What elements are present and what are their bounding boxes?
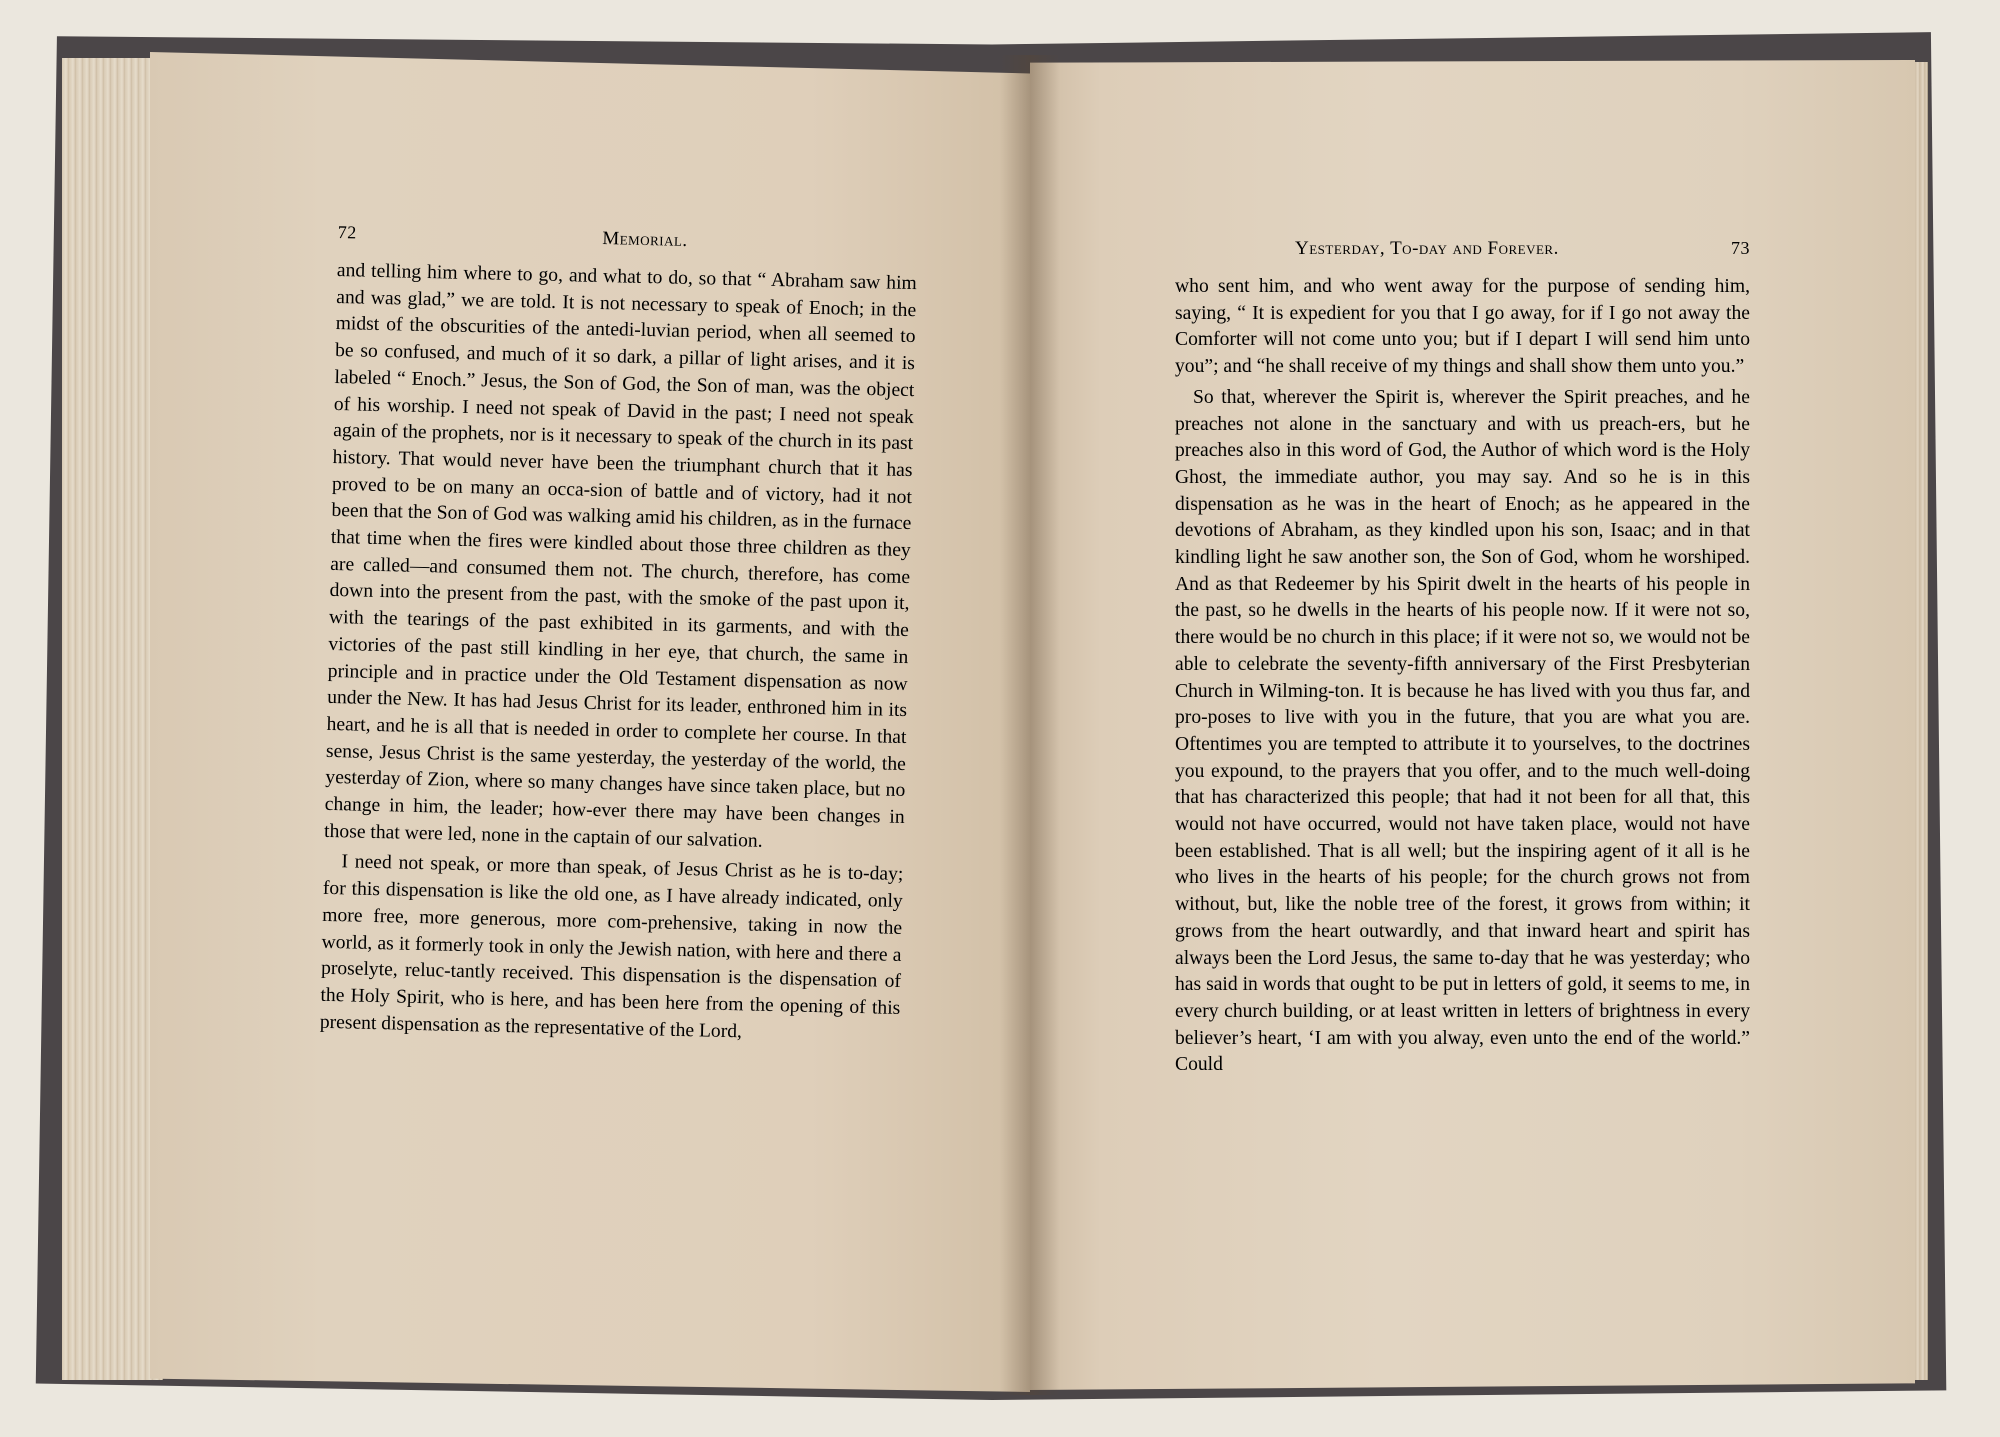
right-paragraph-1: who sent him, and who went away for the purpose of sending him, saying, “ It is expedient for you that I go away, for if I go not away the Comforter will not come unto you; but if I depart I will send him unto you”; and “he shall receive of my things and shall show them unto you.” (1175, 276, 1750, 378)
right-running-head (1175, 238, 1750, 260)
page-edge-stack-left (62, 58, 163, 1380)
right-paragraph-2: So that, wherever the Spirit is, wherever the Spirit preaches, and he preaches not alone in the sanctuary and with us preach-ers, but he preaches also in this word of God, the Author of which word is the Holy Ghost, the immediate author, you may say. And so he is in this dispensation as he was in the heart of Enoch; as he appeared in the devotions of Abraham, as they kindled upon his son, Isaac; and in that kindling light he saw another son, the Son of God, whom he worshiped. And as that Redeemer by his Spirit dwelt in the hearts of his people in the past, so he dwells in the hearts of his people now. If it were not so, there would be no church in this place; if it were not so, we would not be able to celebrate the seventy-fifth anniversary of the First Presbyterian Church in Wilming-ton. It is because he has lived with you thus far, and pro-poses to live with you in the future, that you are what you are. Oftentimes you are tempted to attribute it to yourselves, to the doctrines you expound, to the prayers that you offer, and to the much well-doing that has characterized this people; that had it not been for all that, this would not have occurred, would not have taken place, would not have been established. That is all well; but the inspiring agent of it all is he who lives in the hearts of his people; for the church grows not from without, but, like the noble tree of the forest, it grows from within; it grows from the heart outwardly, and that inward heart and spirit has always been the Lord Jesus, the same to-day that he was yesterday; who has said in words that ought to be put in letters of gold, it seems to me, in every church building, or at least written in letters of brightness in every believer’s heart, ‘I am with you alway, even unto the end of the world.” Could (1175, 386, 1750, 1076)
left-paragraph-2: I need not speak, or more than speak, of Jesus Christ as he is to-day; for this dispensation is like the old one, as I have already indicated, only more free, more generous, more com-prehensive, taking in now the world, as it formerly took in only the Jewish nation, with here and there a proselyte, reluc-tantly received. This dispensation is the dispensation of the Holy Spirit, who is here, and has been here from the opening of this present dispensation as the representative of the Lord, (319, 851, 904, 1043)
left-page-text (320, 222, 918, 1049)
right-running-head-title: Yesterday, To-day and Forever. (1295, 238, 1559, 259)
left-paragraph-1: and telling him where to go, and what to do, so that “ Abraham saw him and was glad,” we are told. It is not necessary to speak of Enoch; in the midst of the obscurities of the antedi-luvian period, when all seemed to be so confused, and much of it so dark, a pillar of light arises, and it is labeled “ Enoch.” Jesus, the Son of God, the Son of man, was the object of his worship. I need not speak of David in the past; I need not speak again of the prophets, nor is it necessary to speak of the church in its past history. That would never have been the triumphant church that it has proved to be on many an occa-sion of battle and of victory, had it not been that the Son of God was walking amid his children, as in the furnace that time when the fires were kindled about those three children as they are called—and consumed them not. The church, therefore, has come down into the present from the past, with the smoke of the past upon it, with the tearings of the past exhibited in its garments, and with the victories of the past still kindling in her eye, that church, the same in principle and in practice under the Old Testament dispensation as now under the New. It has had Jesus Christ for its leader, enthroned him in its heart, and he is all that is needed in order to complete her course. In that sense, Jesus Christ is the same yesterday, the yesterday of the world, the yesterday of Zion, where so many changes have since taken place, but no change in him, the leader; how-ever there may have been changes in those that were led, none in the captain of our salvation. (323, 259, 917, 852)
book-gutter (1000, 55, 1060, 1395)
right-page-text (1175, 238, 1750, 1079)
right-page-number: 73 (1731, 238, 1750, 258)
left-page-number: 72 (337, 222, 357, 243)
left-running-head-title: Memorial. (602, 228, 688, 251)
